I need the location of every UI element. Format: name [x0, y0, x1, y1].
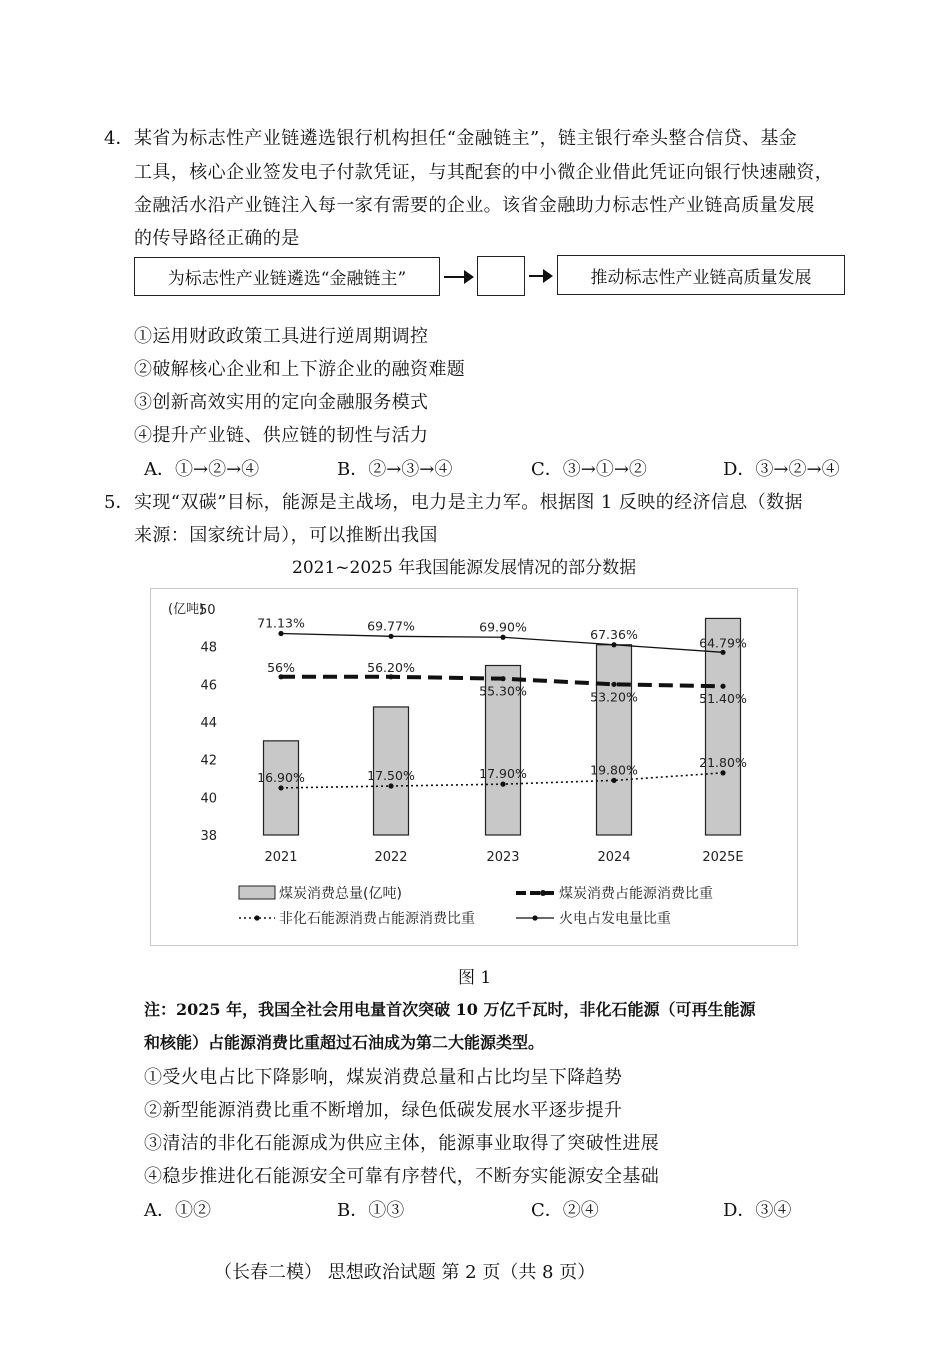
x-tick-label: 2024	[597, 850, 631, 865]
thermal-power-share-label: 64.79%	[699, 635, 747, 651]
y-tick-label: 48	[200, 640, 217, 656]
legend-bar-swatch	[239, 886, 275, 899]
thermal-power-share-label: 69.90%	[479, 619, 527, 635]
q4-item-1: ①运用财政政策工具进行逆周期调控	[134, 326, 429, 347]
q5-option-c[interactable]: C．②④	[531, 1200, 599, 1221]
non-fossil-share-point	[278, 785, 283, 790]
thermal-power-share-label: 71.13%	[257, 615, 305, 631]
flow-box-start: 为标志性产业链遴选“金融链主”	[134, 257, 440, 296]
flow-arrow-2	[529, 275, 551, 277]
coal-share-label: 55.30%	[479, 683, 527, 699]
coal-share-label: 56%	[267, 659, 295, 675]
y-tick-label: 42	[200, 753, 217, 769]
x-tick-label: 2023	[486, 850, 520, 865]
y-tick-label: 46	[200, 678, 217, 694]
non-fossil-share-label: 19.80%	[590, 762, 638, 778]
x-tick-label: 2021	[264, 850, 298, 865]
q5-option-d[interactable]: D．③④	[723, 1200, 792, 1221]
q5-item-4: ④稳步推进化石能源安全可靠有序替代，不断夯实能源安全基础	[144, 1166, 660, 1187]
q5-option-b[interactable]: B．①③	[337, 1200, 405, 1221]
legend-thermal-power-share: 火电占发电量比重	[559, 911, 671, 927]
q5-option-a[interactable]: A．①②	[144, 1200, 211, 1221]
y-tick-label: 38	[200, 829, 217, 844]
q5-line-2: 来源：国家统计局），可以推断出我国	[134, 525, 438, 546]
x-tick-label: 2025E	[702, 850, 744, 865]
thermal-power-share-point	[500, 635, 505, 640]
y-unit-label: (亿吨)	[168, 602, 205, 617]
legend-coal-consumption: 煤炭消费总量(亿吨)	[279, 886, 402, 902]
chart-frame	[150, 588, 798, 946]
q4-number: 4．	[104, 128, 134, 149]
q4-item-2: ②破解核心企业和上下游企业的融资难题	[134, 359, 466, 380]
legend-non-fossil-share: 非化石能源消费占能源消费比重	[279, 911, 475, 927]
legend-coal-share-dot	[540, 890, 546, 896]
coal-consumption-bar	[597, 645, 632, 835]
non-fossil-share-label: 16.90%	[257, 769, 305, 785]
coal-share-point	[720, 684, 725, 689]
y-tick-label: 40	[200, 791, 217, 807]
note-line-1: 注：2025 年，我国全社会用电量首次突破 10 万亿千瓦时，非化石能源（可再生能源	[144, 1000, 756, 1019]
flow-arrow-1	[444, 276, 472, 278]
page-footer: （长春二模） 思想政治试题 第 2 页（共 8 页）	[214, 1262, 596, 1283]
coal-share-point	[278, 674, 283, 679]
non-fossil-share-point	[388, 783, 393, 788]
coal-share-point	[611, 682, 616, 687]
q4-option-a[interactable]: A．①→②→④	[144, 459, 260, 480]
thermal-power-share-point	[388, 634, 393, 639]
q5-item-1: ①受火电占比下降影响，煤炭消费总量和占比均呈下降趋势	[144, 1067, 623, 1088]
q4-line-1: 某省为标志性产业链遴选银行机构担任“金融链主”，链主银行牵头整合信贷、基金	[134, 128, 798, 149]
note-line-2: 和核能）占能源消费比重超过石油成为第二大能源类型。	[144, 1033, 545, 1052]
flow-box-blank	[477, 256, 525, 296]
y-tick-label: 50	[199, 603, 216, 618]
q4-item-4: ④提升产业链、供应链的韧性与活力	[134, 425, 429, 446]
thermal-power-share-label: 69.77%	[367, 618, 415, 634]
q5-item-3: ③清洁的非化石能源成为供应主体，能源事业取得了突破性进展	[144, 1133, 660, 1154]
q4-item-3: ③创新高效实用的定向金融服务模式	[134, 392, 429, 413]
energy-chart	[151, 589, 797, 945]
legend-coal-share: 煤炭消费占能源消费比重	[559, 886, 713, 902]
q4-option-c[interactable]: C．③→①→②	[531, 459, 647, 480]
q5-item-2: ②新型能源消费比重不断增加，绿色低碳发展水平逐步提升	[144, 1100, 623, 1121]
thermal-power-share-point	[278, 631, 283, 636]
coal-share-label: 53.20%	[590, 689, 638, 705]
y-tick-label: 44	[200, 716, 217, 731]
figure-caption: 图 1	[458, 968, 492, 988]
non-fossil-share-label: 17.50%	[367, 768, 415, 784]
coal-share-point	[388, 674, 393, 679]
non-fossil-share-point	[611, 778, 616, 783]
q4-line-4: 的传导路径正确的是	[134, 228, 300, 249]
coal-share-label: 56.20%	[367, 659, 415, 675]
q4-option-d[interactable]: D．③→②→④	[723, 459, 840, 480]
flow-box-end: 推动标志性产业链高质量发展	[557, 255, 845, 295]
chart-title: 2021~2025 年我国能源发展情况的部分数据	[292, 558, 637, 578]
legend-non-fossil-dot	[254, 915, 259, 920]
thermal-power-share-point	[720, 650, 725, 655]
non-fossil-share-label: 21.80%	[699, 754, 747, 770]
q4-line-3: 金融活水沿产业链注入每一家有需要的企业。该省金融助力标志性产业链高质量发展	[134, 195, 815, 216]
non-fossil-share-point	[500, 782, 505, 787]
non-fossil-share-point	[720, 770, 725, 775]
q4-option-b[interactable]: B．②→③→④	[337, 459, 453, 480]
thermal-power-share-label: 67.36%	[590, 626, 638, 642]
coal-share-label: 51.40%	[699, 691, 747, 707]
non-fossil-share-label: 17.90%	[479, 766, 527, 782]
q5-line-1: 实现“双碳”目标，能源是主战场，电力是主力军。根据图 1 反映的经济信息（数据	[134, 492, 803, 513]
q4-line-2: 工具，核心企业签发电子付款凭证，与其配套的中小微企业借此凭证向银行快速融资，	[134, 162, 834, 183]
thermal-power-share-point	[611, 642, 616, 647]
x-tick-label: 2022	[374, 850, 408, 865]
legend-thermal-dot	[532, 915, 537, 920]
coal-share-point	[500, 676, 505, 681]
q5-number: 5．	[104, 492, 134, 513]
